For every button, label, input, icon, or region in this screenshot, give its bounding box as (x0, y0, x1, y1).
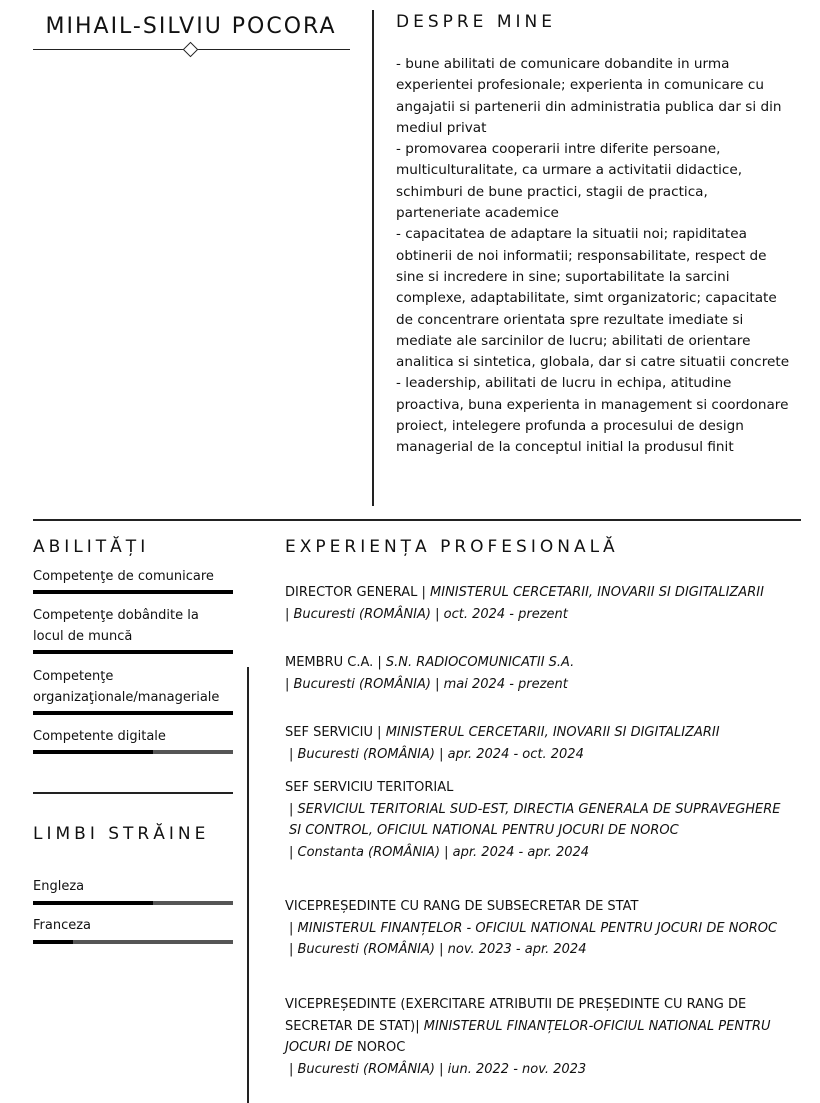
job-heading (285, 582, 785, 604)
about-title: DESPRE MINE (396, 12, 556, 32)
about-paragraph: - bune abilitati de comunicare dobandite in urma experientei profesionale; experienta in comunicare cu angajatii si partenerii din administratia publica dar si din mediul privat (396, 56, 782, 136)
experience-title: EXPERIENȚA PROFESIONALĂ (285, 537, 619, 557)
about-text (396, 54, 796, 459)
job-role: MEMBRU C.A. (285, 655, 374, 670)
job-heading (285, 994, 785, 1059)
skill-bar (33, 650, 233, 654)
job-separator: | (415, 1018, 424, 1034)
language-bar-fill (33, 901, 153, 905)
job-organization: | SERVICIUL TERITORIAL SUD-EST, DIRECTIA GENERALA DE SUPRAVEGHERE SI CONTROL, OFICIUL NATIONAL PENTRU JOCURI DE NOROC (289, 801, 781, 838)
bottom-column-divider (247, 667, 249, 1103)
language-bar (33, 901, 233, 905)
about-paragraph: - capacitatea de adaptare la situatii noi; rapiditatea obtinerii de noi informatii; responsabilitate, respect de sine si incredere in sine; suportabilitate la sarcini complexe, adaptabilitate, simt organizatoric; capacitate de concentrare orientata spre rezultate imediate si mediate ale sarcinilor de lucru; abilitati de orientare analitica si sintetica, globala, dar si catre situatii concrete (396, 226, 790, 371)
job-role: DIRECTOR GENERAL (285, 585, 418, 600)
job-location-dates: | Bucuresti (ROMÂNIA) | mai 2024 - prezent (285, 676, 568, 692)
job-organization: MINISTERUL CERCETARII, INOVARII SI DIGITALIZARII (430, 585, 764, 600)
job-entry (285, 777, 785, 863)
skills-languages-divider (33, 792, 233, 794)
skill-bar-fill (33, 650, 233, 654)
job-entry (285, 896, 785, 961)
skill-label: Competenţe organizaţionale/manageriale (33, 669, 220, 705)
job-organization: | MINISTERUL FINANȚELOR - OFICIUL NATIONAL PENTRU JOCURI DE NOROC (289, 920, 778, 936)
about-paragraph: - leadership, abilitati de lucru in echipa, atitudine proactiva, buna experienta in management si coordonare proiect, intelegere profunda a procesului de design managerial de la conceptul initial la produsul finit (396, 375, 789, 456)
language-bar (33, 940, 233, 944)
job-separator: | (373, 725, 386, 740)
skill-label: Competente digitale (33, 729, 166, 744)
job-entry (285, 582, 785, 625)
top-column-divider (372, 10, 374, 506)
job-role: SEF SERVICIU (285, 725, 374, 740)
skill-bar (33, 711, 233, 715)
skill-bar-fill (33, 711, 233, 715)
job-location-dates: | Bucuresti (ROMÂNIA) | apr. 2024 - oct. 2024 (289, 746, 584, 762)
about-paragraph: - promovarea cooperarii intre diferite persoane, multiculturalitate, ca urmare a activitatii didactice, schimburi de bune practici, stagii de practica, parteneriate academice (396, 141, 743, 222)
job-location-dates: | Bucuresti (ROMÂNIA) | iun. 2022 - nov. 2023 (289, 1061, 587, 1077)
job-role: SEF SERVICIU TERITORIAL (285, 780, 454, 795)
section-divider (33, 519, 801, 521)
job-separator: | (373, 655, 386, 670)
job-location-dates: | Constanta (ROMÂNIA) | apr. 2024 - apr. 2024 (289, 844, 590, 860)
job-organization-tail: NOROC (352, 1040, 406, 1055)
language-label: Franceza (33, 918, 92, 933)
language-bar-fill (33, 940, 73, 944)
job-role: VICEPREȘEDINTE (EXERCITARE ATRIBUTII DE PREȘEDINTE CU RANG DE SECRETAR DE STAT) (285, 997, 747, 1034)
job-entry (285, 652, 785, 695)
job-location-dates: | Bucuresti (ROMÂNIA) | nov. 2023 - apr. 2024 (289, 942, 587, 957)
job-entry (285, 722, 785, 765)
skill-label: Competenţe de comunicare (33, 569, 214, 584)
skill-bar (33, 750, 233, 754)
diamond-ornament-icon (183, 42, 199, 58)
job-heading (285, 652, 785, 674)
languages-title: LIMBI STRĂINE (33, 824, 210, 844)
job-organization: S.N. RADIOCOMUNICATII S.A. (385, 655, 575, 670)
job-location-dates: | Bucuresti (ROMÂNIA) | oct. 2024 - prezent (285, 606, 568, 622)
language-label: Engleza (33, 879, 85, 894)
skill-bar (33, 590, 233, 594)
job-heading (285, 722, 785, 744)
job-organization: MINISTERUL FINANȚELOR-OFICIUL NATIONAL PENTRU JOCURI DE (285, 1018, 771, 1055)
skills-title: ABILITĂȚI (33, 537, 150, 557)
job-separator: | (417, 585, 431, 600)
skill-bar-fill (33, 590, 233, 594)
job-role: VICEPREȘEDINTE CU RANG DE SUBSECRETAR DE STAT (285, 899, 639, 914)
skill-label: Competenţe dobândite la locul de muncă (33, 608, 199, 644)
job-organization: MINISTERUL CERCETARII, INOVARII SI DIGITALIZARII (385, 725, 720, 740)
candidate-name: MIHAIL-SILVIU POCORA (45, 14, 337, 39)
skill-bar-fill (33, 750, 153, 754)
job-entry (285, 994, 785, 1080)
